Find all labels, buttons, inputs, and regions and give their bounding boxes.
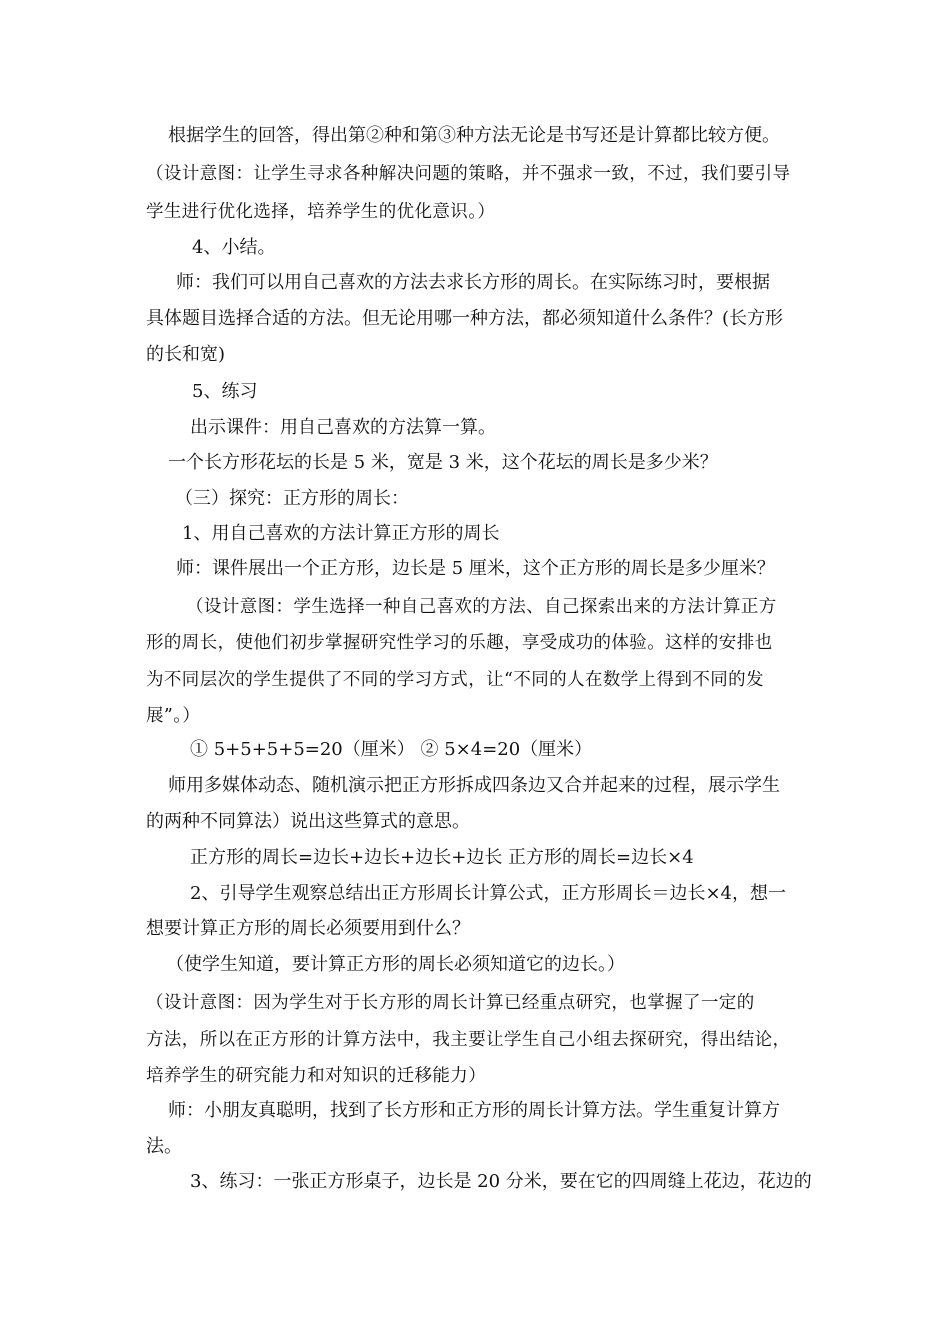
design-intent-line: 展”。） xyxy=(146,706,201,726)
paragraph-line: 师用多媒体动态、随机演示把正方形拆成四条边又合并起来的过程，展示学生 xyxy=(168,775,780,796)
paragraph-line: 2、引导学生观察总结出正方形周长计算公式，正方形周长＝边长×4，想一 xyxy=(190,883,786,904)
design-intent-line: 为不同层次的学生提供了不同的学习方式，让“不同的人在数学上得到不同的发 xyxy=(146,670,764,690)
paragraph-line: （使学生知道，要计算正方形的周长必须知道它的边长。） xyxy=(166,954,625,975)
paragraph-line: 根据学生的回答，得出第②种和第③种方法无论是书写还是计算都比较方便。 xyxy=(168,125,780,146)
paragraph-line: 的长和宽) xyxy=(146,344,226,365)
paragraph-line: 师：我们可以用自己喜欢的方法去求长方形的周长。在实际练习时，要根据 xyxy=(176,272,770,293)
paragraph-line: 师：课件展出一个正方形，边长是 5 厘米，这个正方形的周长是多少厘米？ xyxy=(176,558,775,579)
design-intent-line: 培养学生的研究能力和对知识的迁移能力） xyxy=(146,1066,487,1086)
formula-line: 正方形的周长=边长+边长+边长+边长 正方形的周长=边长×4 xyxy=(190,847,694,868)
paragraph-line: 一个长方形花坛的长是 5 米，宽是 3 米，这个花坛的周长是多少米？ xyxy=(168,452,718,473)
design-intent-line: （设计意图：学生选择一种自己喜欢的方法、自己探索出来的方法计算正方 xyxy=(186,597,777,617)
section-heading: 4、小结。 xyxy=(192,237,276,258)
design-intent-line: （设计意图：因为学生对于长方形的周长计算已经重点研究，也掌握了一定的 xyxy=(146,993,755,1013)
paragraph-line: 法。 xyxy=(146,1136,182,1157)
paragraph-line: 出示课件：用自己喜欢的方法算一算。 xyxy=(190,417,496,438)
paragraph-line: 想要计算正方形的周长必须要用到什么？ xyxy=(146,918,470,939)
design-intent-line: 学生进行优化选择，培养学生的优化意识。） xyxy=(146,202,496,222)
paragraph-line: 1、用自己喜欢的方法计算正方形的周长 xyxy=(182,523,500,544)
paragraph-line: 师：小朋友真聪明，找到了长方形和正方形的周长计算方法。学生重复计算方 xyxy=(168,1100,780,1121)
design-intent-line: 方法，所以在正方形的计算方法中，我主要让学生自己小组去探研究，得出结论， xyxy=(146,1030,791,1050)
design-intent-line: 形的周长，使他们初步掌握研究性学习的乐趣，享受成功的体验。这样的安排也 xyxy=(146,633,773,653)
design-intent-line: （设计意图：让学生寻求各种解决问题的策略，并不强求一致，不过，我们要引导 xyxy=(146,164,791,184)
paragraph-line: 3、练习：一张正方形桌子，边长是 20 分米，要在它的四周缝上花边，花边的 xyxy=(190,1171,812,1192)
paragraph-line: 的两种不同算法）说出这些算式的意思。 xyxy=(146,811,470,832)
formula-line: ① 5+5+5+5=20（厘米） ② 5×4=20（厘米） xyxy=(190,739,593,760)
paragraph-line: 具体题目选择合适的方法。但无论用哪一种方法，都必须知道什么条件？(长方形 xyxy=(146,308,784,329)
section-heading: （三）探究：正方形的周长： xyxy=(175,488,409,509)
section-heading: 5、练习 xyxy=(192,381,258,402)
